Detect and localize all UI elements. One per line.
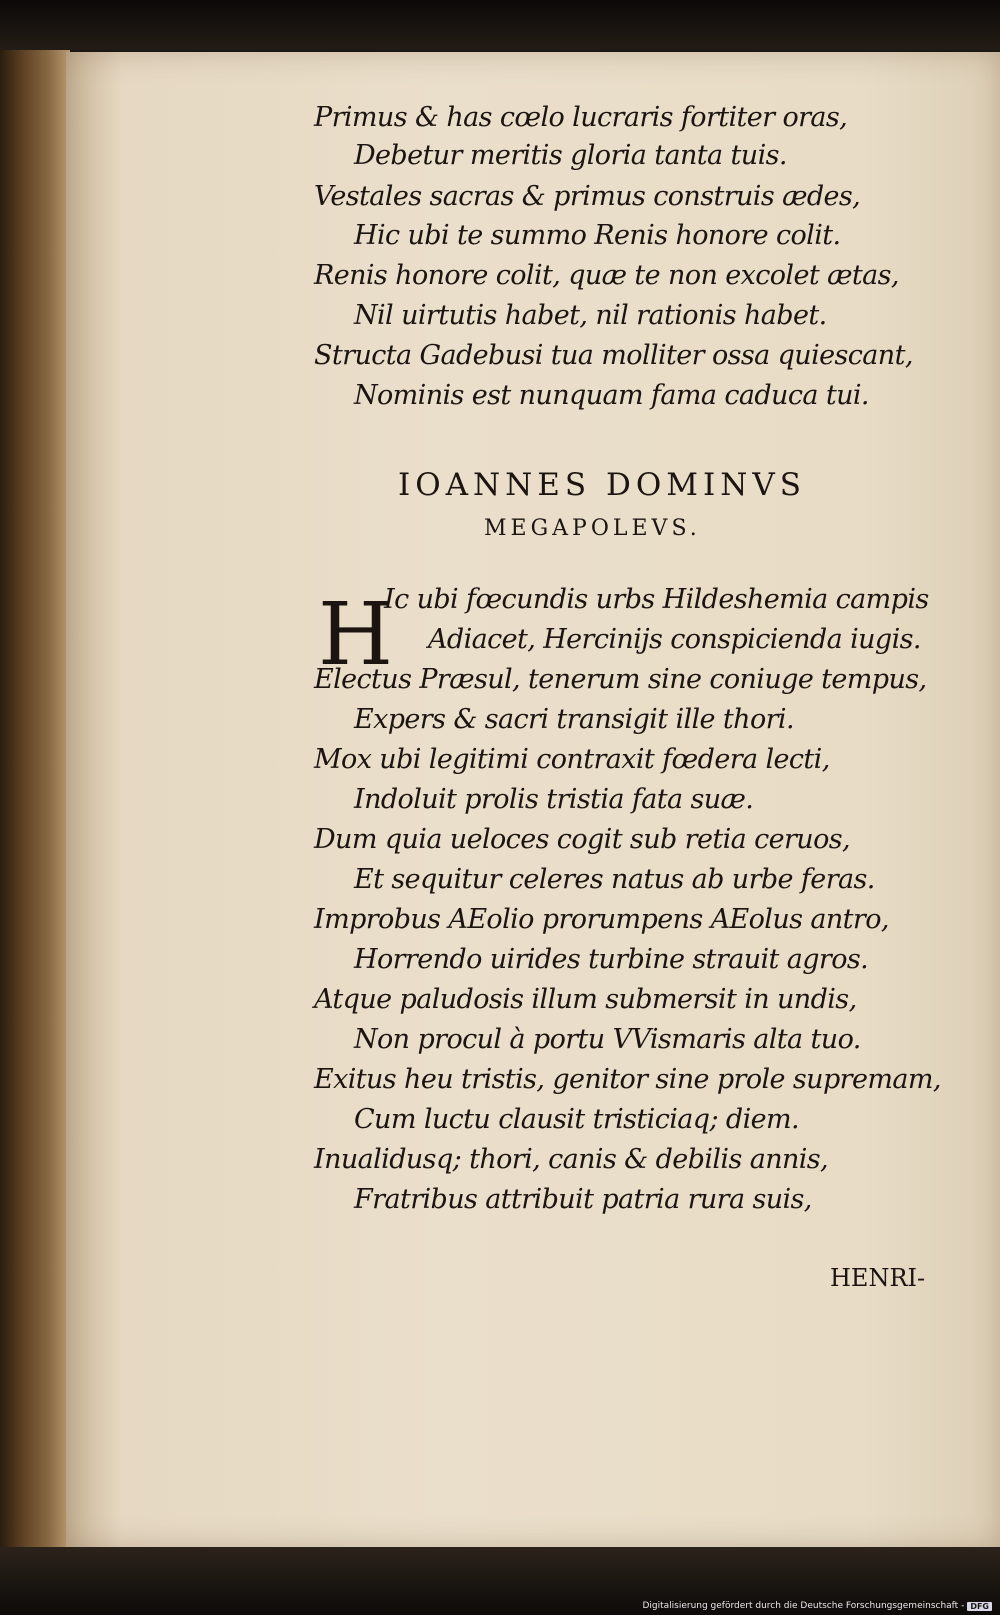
poem-1-line-7: Structa Gadebusi tua molliter ossa quiescant, (314, 340, 913, 371)
poem-2-line-10: Horrendo uirides turbine strauit agros. (354, 944, 869, 975)
poem-2-line-15: Inualidusq; thori, canis & debilis annis, (314, 1144, 829, 1175)
poem-1-line-3: Vestales sacras & primus construis ædes, (314, 181, 861, 212)
dfg-logo: DFG (967, 1602, 992, 1611)
poem-2-line-9: Improbus AEolio prorumpens AEolus antro, (314, 904, 889, 935)
poem-2-line-14: Cum luctu clausit tristiciaq; diem. (354, 1104, 800, 1135)
poem-2-line-2: Adiacet, Hercinijs conspicienda iugis. (428, 624, 921, 655)
poem-1-line-8: Nominis est nunquam fama caduca tui. (354, 380, 869, 411)
poem-2-line-4: Expers & sacri transigit ille thori. (354, 704, 794, 735)
poem-2-line-7: Dum quia ueloces cogit sub retia ceruos, (314, 824, 850, 855)
poem-2-line-3: Electus Præsul, tenerum sine coniuge tempus, (314, 664, 927, 695)
poem-1-line-4: Hic ubi te summo Renis honore colit. (354, 220, 841, 251)
poem-2-line-13: Exitus heu tristis, genitor sine prole supremam, (314, 1064, 941, 1095)
poem-2-line-12: Non procul à portu VVismaris alta tuo. (354, 1024, 861, 1055)
credit-text: Digitalisierung gefördert durch die Deutsche Forschungsgemeinschaft - (642, 1601, 965, 1611)
drop-cap: H (318, 585, 393, 685)
poem-2-line-16: Fratribus attribuit patria rura suis, (354, 1184, 812, 1215)
poem-2-line-6: Indoluit prolis tristia fata suæ. (354, 784, 754, 815)
book-page-edges (0, 50, 70, 1550)
poem-1-line-1: Primus & has cœlo lucraris fortiter oras, (314, 102, 848, 133)
poem-2-line-5: Mox ubi legitimi contraxit fœdera lecti, (314, 744, 830, 775)
poem-2-line-11: Atque paludosis illum submersit in undis, (314, 984, 857, 1015)
poem-2-line-1: Ic ubi fœcundis urbs Hildeshemia campis (384, 584, 929, 615)
scan-top-border (0, 0, 1000, 50)
section-heading: IOANNES DOMINVS (398, 467, 807, 503)
poem-2-line-8: Et sequitur celeres natus ab urbe feras. (354, 864, 875, 895)
digitization-credit (642, 1601, 992, 1611)
catchword: HENRI- (830, 1264, 926, 1292)
poem-1-line-5: Renis honore colit, quæ te non excolet ætas, (314, 260, 899, 291)
poem-1-line-2: Debetur meritis gloria tanta tuis. (354, 140, 787, 171)
section-subheading: MEGAPOLEVS. (484, 516, 701, 541)
poem-1-line-6: Nil uirtutis habet, nil rationis habet. (354, 300, 827, 331)
